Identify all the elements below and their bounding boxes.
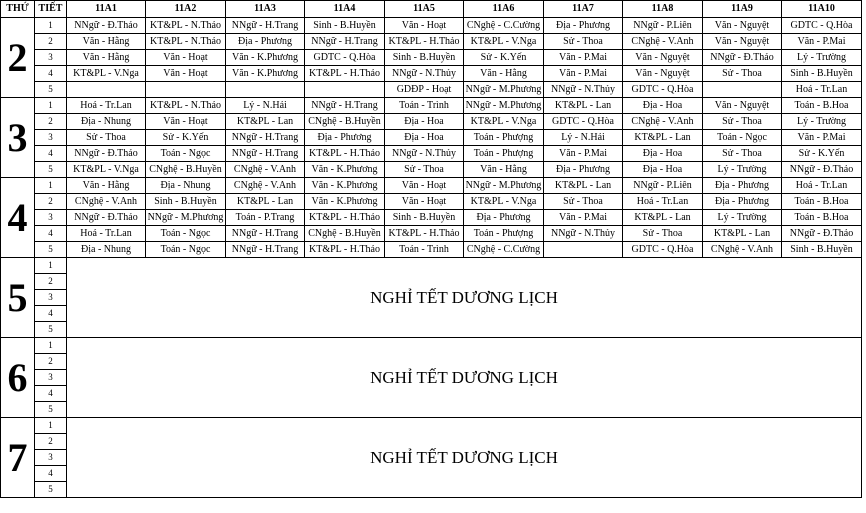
subject-cell: CNghệ - C.Cường bbox=[464, 242, 544, 258]
holiday-notice: NGHỈ TẾT DƯƠNG LỊCH bbox=[67, 418, 862, 498]
period-number: 2 bbox=[35, 434, 67, 450]
subject-cell: Toán - Phượng bbox=[464, 130, 544, 146]
period-row bbox=[1, 178, 862, 194]
header-class: 11A7 bbox=[544, 1, 623, 18]
subject-cell: Văn - K.Phương bbox=[305, 194, 385, 210]
period-number: 2 bbox=[35, 354, 67, 370]
subject-cell: Địa - Phương bbox=[305, 130, 385, 146]
subject-cell: Văn - Nguyệt bbox=[703, 18, 782, 34]
subject-cell: CNghệ - C.Cường bbox=[464, 18, 544, 34]
subject-cell: Văn - K.Phương bbox=[226, 66, 305, 82]
subject-cell: Toán - P.Trang bbox=[226, 210, 305, 226]
period-row bbox=[1, 114, 862, 130]
header-class: 11A8 bbox=[623, 1, 703, 18]
subject-cell: Văn - Hằng bbox=[464, 66, 544, 82]
subject-cell: Văn - Hoạt bbox=[385, 178, 464, 194]
subject-cell: Địa - Phương bbox=[464, 210, 544, 226]
subject-cell: Văn - P.Mai bbox=[544, 50, 623, 66]
header-class: 11A1 bbox=[67, 1, 146, 18]
subject-cell: NNgữ - H.Trang bbox=[305, 98, 385, 114]
period-number: 4 bbox=[35, 226, 67, 242]
header-thu: THỨ bbox=[1, 1, 35, 18]
day-label: 7 bbox=[1, 418, 35, 498]
period-row bbox=[1, 66, 862, 82]
subject-cell: CNghệ - V.Anh bbox=[623, 114, 703, 130]
subject-cell: Văn - P.Mai bbox=[782, 34, 862, 50]
subject-cell: CNghệ - V.Anh bbox=[703, 242, 782, 258]
subject-cell: KT&PL - Lan bbox=[226, 194, 305, 210]
period-row bbox=[1, 258, 862, 274]
subject-cell: KT&PL - V.Nga bbox=[464, 34, 544, 50]
header-class: 11A3 bbox=[226, 1, 305, 18]
subject-cell: NNgữ - Đ.Thảo bbox=[67, 18, 146, 34]
header-row bbox=[1, 1, 862, 18]
subject-cell: NNgữ - Đ.Thảo bbox=[782, 162, 862, 178]
period-number: 4 bbox=[35, 466, 67, 482]
period-row bbox=[1, 130, 862, 146]
subject-cell: Văn - Hoạt bbox=[146, 66, 226, 82]
period-number: 4 bbox=[35, 66, 67, 82]
period-row bbox=[1, 418, 862, 434]
subject-cell: GDTC - Q.Hòa bbox=[623, 242, 703, 258]
subject-cell: KT&PL - Lan bbox=[623, 130, 703, 146]
period-number: 5 bbox=[35, 482, 67, 498]
period-row bbox=[1, 50, 862, 66]
subject-cell: KT&PL - H.Thảo bbox=[385, 34, 464, 50]
subject-cell: NNgữ - Đ.Thảo bbox=[67, 146, 146, 162]
subject-cell: NNgữ - N.Thủy bbox=[385, 66, 464, 82]
subject-cell: Sử - Thoa bbox=[623, 226, 703, 242]
subject-cell: NNgữ - M.Phương bbox=[464, 98, 544, 114]
subject-cell: GDTC - Q.Hòa bbox=[305, 50, 385, 66]
subject-cell: Lý - N.Hải bbox=[544, 130, 623, 146]
period-number: 1 bbox=[35, 18, 67, 34]
subject-cell: KT&PL - V.Nga bbox=[67, 66, 146, 82]
subject-cell: Hoá - Tr.Lan bbox=[67, 98, 146, 114]
subject-cell: Toán - Trình bbox=[385, 242, 464, 258]
subject-cell: NNgữ - N.Thủy bbox=[385, 146, 464, 162]
subject-cell: Toán - Phượng bbox=[464, 146, 544, 162]
subject-cell: NNgữ - M.Phương bbox=[464, 178, 544, 194]
subject-cell: Địa - Phương bbox=[544, 18, 623, 34]
period-number: 3 bbox=[35, 130, 67, 146]
subject-cell: KT&PL - Lan bbox=[544, 98, 623, 114]
subject-cell: NNgữ - H.Trang bbox=[226, 18, 305, 34]
subject-cell: CNghệ - V.Anh bbox=[226, 178, 305, 194]
period-number: 4 bbox=[35, 386, 67, 402]
subject-cell: NNgữ - Đ.Thảo bbox=[703, 50, 782, 66]
subject-cell bbox=[226, 82, 305, 98]
period-row bbox=[1, 226, 862, 242]
subject-cell: Văn - Nguyệt bbox=[623, 66, 703, 82]
subject-cell: NNgữ - H.Trang bbox=[305, 34, 385, 50]
period-number: 2 bbox=[35, 274, 67, 290]
subject-cell: NNgữ - H.Trang bbox=[226, 226, 305, 242]
subject-cell: Hoá - Tr.Lan bbox=[623, 194, 703, 210]
subject-cell: Hoá - Tr.Lan bbox=[782, 178, 862, 194]
period-row bbox=[1, 82, 862, 98]
period-number: 5 bbox=[35, 322, 67, 338]
subject-cell: Hoá - Tr.Lan bbox=[782, 82, 862, 98]
day-label: 6 bbox=[1, 338, 35, 418]
period-number: 3 bbox=[35, 210, 67, 226]
day-label: 3 bbox=[1, 98, 35, 178]
header-tiet: TIẾT bbox=[35, 1, 67, 18]
subject-cell: Địa - Hoa bbox=[623, 162, 703, 178]
subject-cell: Địa - Nhung bbox=[67, 114, 146, 130]
period-number: 1 bbox=[35, 98, 67, 114]
subject-cell: Địa - Phương bbox=[703, 194, 782, 210]
period-row bbox=[1, 338, 862, 354]
subject-cell: Địa - Hoa bbox=[385, 114, 464, 130]
subject-cell: Văn - P.Mai bbox=[782, 130, 862, 146]
period-row bbox=[1, 162, 862, 178]
subject-cell: CNghệ - B.Huyền bbox=[305, 226, 385, 242]
subject-cell: NNgữ - H.Trang bbox=[226, 242, 305, 258]
subject-cell: KT&PL - N.Thảo bbox=[146, 98, 226, 114]
subject-cell: NNgữ - N.Thủy bbox=[544, 226, 623, 242]
subject-cell: Toán - B.Hoa bbox=[782, 194, 862, 210]
subject-cell: Văn - K.Phương bbox=[305, 162, 385, 178]
subject-cell: Văn - Hằng bbox=[67, 178, 146, 194]
subject-cell: Sử - K.Yến bbox=[782, 146, 862, 162]
period-number: 1 bbox=[35, 338, 67, 354]
subject-cell: Địa - Phương bbox=[703, 178, 782, 194]
subject-cell: NNgữ - M.Phương bbox=[464, 82, 544, 98]
subject-cell: KT&PL - H.Thảo bbox=[305, 66, 385, 82]
day-label: 2 bbox=[1, 18, 35, 98]
subject-cell: KT&PL - V.Nga bbox=[464, 114, 544, 130]
subject-cell: GDTC - Q.Hòa bbox=[623, 82, 703, 98]
period-row bbox=[1, 18, 862, 34]
subject-cell: Sử - Thoa bbox=[544, 194, 623, 210]
subject-cell: KT&PL - H.Thảo bbox=[305, 146, 385, 162]
subject-cell: Văn - Hoạt bbox=[385, 18, 464, 34]
subject-cell: KT&PL - Lan bbox=[703, 226, 782, 242]
period-number: 3 bbox=[35, 290, 67, 306]
subject-cell: Văn - Nguyệt bbox=[623, 50, 703, 66]
subject-cell: Toán - Trình bbox=[385, 98, 464, 114]
subject-cell: Lý - Trường bbox=[782, 114, 862, 130]
subject-cell: Địa - Phương bbox=[226, 34, 305, 50]
subject-cell: KT&PL - Lan bbox=[623, 210, 703, 226]
subject-cell: NNgữ - M.Phương bbox=[146, 210, 226, 226]
period-number: 5 bbox=[35, 162, 67, 178]
subject-cell: KT&PL - V.Nga bbox=[464, 194, 544, 210]
header-class: 11A4 bbox=[305, 1, 385, 18]
subject-cell bbox=[703, 82, 782, 98]
subject-cell: KT&PL - H.Thảo bbox=[305, 210, 385, 226]
period-number: 1 bbox=[35, 258, 67, 274]
subject-cell: Sử - Thoa bbox=[385, 162, 464, 178]
subject-cell: Văn - Hoạt bbox=[146, 50, 226, 66]
subject-cell: Văn - P.Mai bbox=[544, 146, 623, 162]
subject-cell: CNghệ - B.Huyền bbox=[146, 162, 226, 178]
subject-cell: Văn - Nguyệt bbox=[703, 34, 782, 50]
period-row bbox=[1, 242, 862, 258]
subject-cell: Sinh - B.Huyền bbox=[146, 194, 226, 210]
period-number: 3 bbox=[35, 50, 67, 66]
period-number: 2 bbox=[35, 114, 67, 130]
period-number: 3 bbox=[35, 450, 67, 466]
header-class: 11A5 bbox=[385, 1, 464, 18]
period-number: 1 bbox=[35, 418, 67, 434]
subject-cell: Lý - Trường bbox=[703, 210, 782, 226]
subject-cell: KT&PL - H.Thảo bbox=[385, 226, 464, 242]
subject-cell: Toán - B.Hoa bbox=[782, 210, 862, 226]
subject-cell bbox=[544, 242, 623, 258]
period-row bbox=[1, 194, 862, 210]
subject-cell: Sinh - B.Huyền bbox=[782, 242, 862, 258]
subject-cell: GDĐP - Hoạt bbox=[385, 82, 464, 98]
period-row bbox=[1, 34, 862, 50]
subject-cell: Sinh - B.Huyền bbox=[782, 66, 862, 82]
subject-cell: Địa - Hoa bbox=[385, 130, 464, 146]
day-label: 4 bbox=[1, 178, 35, 258]
subject-cell: GDTC - Q.Hòa bbox=[544, 114, 623, 130]
subject-cell: Sử - Thoa bbox=[703, 66, 782, 82]
subject-cell: Sử - Thoa bbox=[67, 130, 146, 146]
subject-cell: Văn - Hoạt bbox=[146, 114, 226, 130]
subject-cell: KT&PL - Lan bbox=[226, 114, 305, 130]
period-row bbox=[1, 98, 862, 114]
period-number: 5 bbox=[35, 242, 67, 258]
subject-cell: CNghệ - B.Huyền bbox=[305, 114, 385, 130]
day-label: 5 bbox=[1, 258, 35, 338]
subject-cell: NNgữ - P.Liên bbox=[623, 18, 703, 34]
subject-cell: Hoá - Tr.Lan bbox=[67, 226, 146, 242]
subject-cell: CNghệ - V.Anh bbox=[623, 34, 703, 50]
subject-cell: Sử - K.Yến bbox=[464, 50, 544, 66]
subject-cell: Địa - Hoa bbox=[623, 98, 703, 114]
subject-cell bbox=[305, 82, 385, 98]
subject-cell: NNgữ - N.Thủy bbox=[544, 82, 623, 98]
period-number: 1 bbox=[35, 178, 67, 194]
header-class: 11A6 bbox=[464, 1, 544, 18]
subject-cell: Lý - Trường bbox=[782, 50, 862, 66]
period-row bbox=[1, 210, 862, 226]
subject-cell: NNgữ - H.Trang bbox=[226, 130, 305, 146]
subject-cell: Sử - K.Yến bbox=[146, 130, 226, 146]
subject-cell: Toán - Ngọc bbox=[146, 146, 226, 162]
subject-cell: Địa - Hoa bbox=[623, 146, 703, 162]
period-number: 2 bbox=[35, 194, 67, 210]
subject-cell: CNghệ - V.Anh bbox=[67, 194, 146, 210]
subject-cell: Toán - Ngọc bbox=[703, 130, 782, 146]
subject-cell: Lý - N.Hải bbox=[226, 98, 305, 114]
subject-cell: Văn - P.Mai bbox=[544, 66, 623, 82]
subject-cell: NNgữ - H.Trang bbox=[226, 146, 305, 162]
period-number: 3 bbox=[35, 370, 67, 386]
header-class: 11A10 bbox=[782, 1, 862, 18]
subject-cell: NNgữ - Đ.Thảo bbox=[782, 226, 862, 242]
subject-cell bbox=[146, 82, 226, 98]
subject-cell: Toán - Phượng bbox=[464, 226, 544, 242]
subject-cell: Văn - Nguyệt bbox=[703, 98, 782, 114]
period-number: 2 bbox=[35, 34, 67, 50]
subject-cell: Sinh - B.Huyền bbox=[305, 18, 385, 34]
subject-cell: Sử - Thoa bbox=[544, 34, 623, 50]
subject-cell: Văn - K.Phương bbox=[226, 50, 305, 66]
subject-cell bbox=[67, 82, 146, 98]
period-number: 4 bbox=[35, 146, 67, 162]
subject-cell: Văn - P.Mai bbox=[544, 210, 623, 226]
subject-cell: CNghệ - V.Anh bbox=[226, 162, 305, 178]
subject-cell: NNgữ - Đ.Thảo bbox=[67, 210, 146, 226]
period-row bbox=[1, 146, 862, 162]
subject-cell: Toán - Ngọc bbox=[146, 226, 226, 242]
period-number: 5 bbox=[35, 402, 67, 418]
subject-cell: Toán - Ngọc bbox=[146, 242, 226, 258]
subject-cell: Văn - Hoạt bbox=[385, 194, 464, 210]
period-number: 5 bbox=[35, 82, 67, 98]
subject-cell: Địa - Nhung bbox=[67, 242, 146, 258]
subject-cell: Địa - Phương bbox=[544, 162, 623, 178]
subject-cell: KT&PL - N.Thảo bbox=[146, 18, 226, 34]
subject-cell: Lý - Trường bbox=[703, 162, 782, 178]
subject-cell: Văn - Hằng bbox=[464, 162, 544, 178]
subject-cell: Sử - Thoa bbox=[703, 114, 782, 130]
subject-cell: Sinh - B.Huyền bbox=[385, 50, 464, 66]
holiday-notice: NGHỈ TẾT DƯƠNG LỊCH bbox=[67, 338, 862, 418]
subject-cell: NNgữ - P.Liên bbox=[623, 178, 703, 194]
header-class: 11A9 bbox=[703, 1, 782, 18]
period-number: 4 bbox=[35, 306, 67, 322]
holiday-notice: NGHỈ TẾT DƯƠNG LỊCH bbox=[67, 258, 862, 338]
subject-cell: KT&PL - H.Thảo bbox=[305, 242, 385, 258]
subject-cell: KT&PL - V.Nga bbox=[67, 162, 146, 178]
subject-cell: Sử - Thoa bbox=[703, 146, 782, 162]
subject-cell: Địa - Nhung bbox=[146, 178, 226, 194]
header-class: 11A2 bbox=[146, 1, 226, 18]
subject-cell: KT&PL - N.Thảo bbox=[146, 34, 226, 50]
subject-cell: Văn - K.Phương bbox=[305, 178, 385, 194]
subject-cell: Văn - Hằng bbox=[67, 34, 146, 50]
subject-cell: Văn - Hằng bbox=[67, 50, 146, 66]
subject-cell: GDTC - Q.Hòa bbox=[782, 18, 862, 34]
subject-cell: KT&PL - Lan bbox=[544, 178, 623, 194]
subject-cell: Sinh - B.Huyền bbox=[385, 210, 464, 226]
subject-cell: Toán - B.Hoa bbox=[782, 98, 862, 114]
